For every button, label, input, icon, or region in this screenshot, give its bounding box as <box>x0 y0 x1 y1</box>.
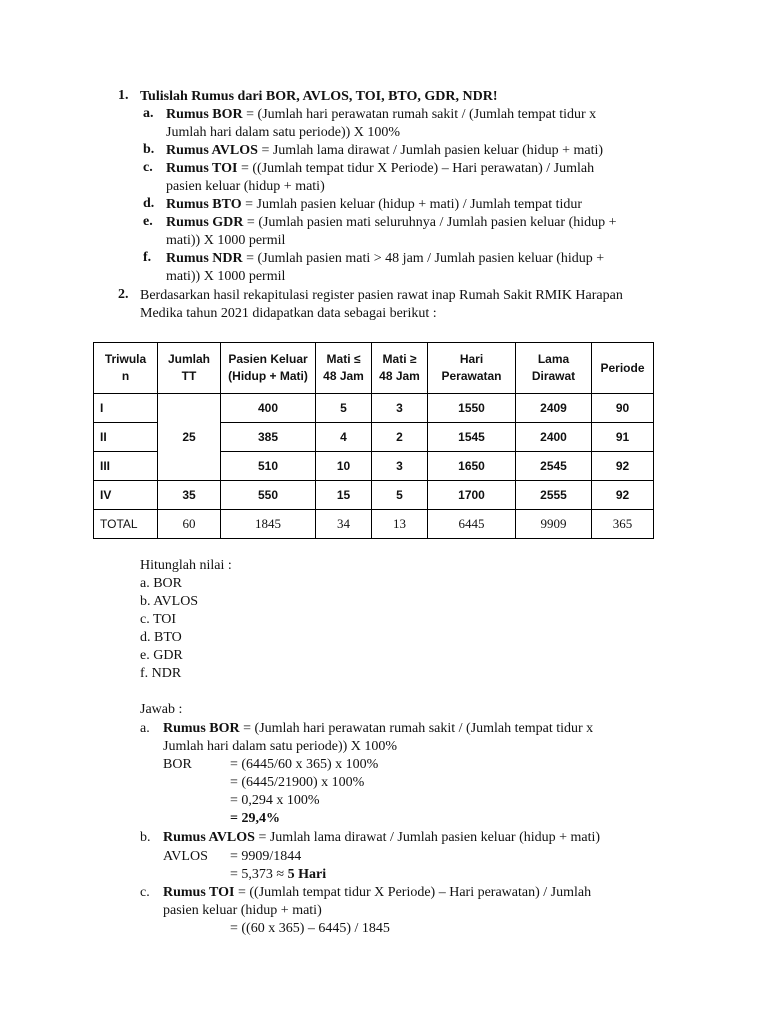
jawab-bor-result: = 29,4% <box>230 811 280 826</box>
cell-mati-le: 5 <box>316 394 372 423</box>
jawab-bor-formula <box>163 720 593 738</box>
col-header-periode: Periode <box>592 343 654 394</box>
formula-name: Rumus BTO <box>166 197 242 212</box>
cell-hari-perawatan: 6445 <box>428 510 516 539</box>
cell-periode: 90 <box>592 394 654 423</box>
formula-text: (Jumlah pasien mati > 48 jam / Jumlah pasien keluar (hidup + <box>257 251 605 266</box>
col-header-mati-ge-48: Mati ≥ 48 Jam <box>372 343 428 394</box>
hitung-item: f. NDR <box>140 666 182 681</box>
cell-hari-perawatan: 1700 <box>428 481 516 510</box>
equals-sign: = <box>239 721 255 736</box>
jawab-letter-a: a. <box>140 721 150 736</box>
equals-sign: = <box>243 215 259 230</box>
cell-mati-ge: 2 <box>372 423 428 452</box>
cell-triwulan: III <box>94 452 158 481</box>
q1-item-ndr <box>166 250 604 268</box>
cell-lama-dirawat: 2545 <box>516 452 592 481</box>
jawab-avlos-label: AVLOS <box>163 849 208 864</box>
result-prefix: = 5,373 ≈ <box>230 867 288 882</box>
q1-item-avlos <box>166 142 603 160</box>
table-total-row <box>94 510 654 539</box>
cell-jumlah-tt: 25 <box>158 394 221 481</box>
jawab-bor-step: = (6445/60 x 365) x 100% <box>230 757 379 772</box>
cell-triwulan: IV <box>94 481 158 510</box>
q1-item-bor-cont: Jumlah hari dalam satu periode)) X 100% <box>166 125 401 140</box>
cell-hari-perawatan: 1550 <box>428 394 516 423</box>
q1-item-gdr <box>166 214 617 232</box>
jawab-bor-step: = 0,294 x 100% <box>230 793 320 808</box>
table-row <box>94 481 654 510</box>
cell-lama-dirawat: 2555 <box>516 481 592 510</box>
q1-letter-e: e. <box>143 214 153 229</box>
cell-triwulan: I <box>94 394 158 423</box>
formula-text: Jumlah pasien keluar (hidup + mati) / Jumlah tempat tidur <box>256 197 583 212</box>
cell-mati-ge: 5 <box>372 481 428 510</box>
hitung-item: c. TOI <box>140 612 177 627</box>
table-header-row <box>94 343 654 394</box>
equals-sign: = <box>254 830 270 845</box>
q1-item-ndr-cont: mati)) X 1000 permil <box>166 269 286 284</box>
cell-hari-perawatan: 1545 <box>428 423 516 452</box>
hitung-title: Hitunglah nilai : <box>140 558 232 573</box>
jawab-letter-b: b. <box>140 830 151 845</box>
formula-name: Rumus BOR <box>166 107 243 122</box>
data-table <box>93 342 654 539</box>
cell-periode: 92 <box>592 452 654 481</box>
q2-text-cont: Medika tahun 2021 didapatkan data sebagai berikut : <box>140 306 437 321</box>
col-header-pasien-keluar: Pasien Keluar (Hidup + Mati) <box>221 343 316 394</box>
cell-mati-ge: 3 <box>372 452 428 481</box>
formula-name: Rumus AVLOS <box>166 143 258 158</box>
q1-letter-b: b. <box>143 142 155 157</box>
equals-sign: = <box>257 143 273 158</box>
q2-number: 2. <box>118 287 129 302</box>
q1-letter-f: f. <box>143 250 152 265</box>
hitung-item: a. BOR <box>140 576 182 591</box>
cell-lama-dirawat: 2409 <box>516 394 592 423</box>
q1-letter-d: d. <box>143 196 155 211</box>
cell-lama-dirawat: 9909 <box>516 510 592 539</box>
jawab-toi-step: = ((60 x 365) – 6445) / 1845 <box>230 921 390 936</box>
equals-sign: = <box>242 251 258 266</box>
formula-name: Rumus BOR <box>163 721 240 736</box>
cell-pasien-keluar: 550 <box>221 481 316 510</box>
formula-text: (Jumlah pasien mati seluruhnya / Jumlah pasien keluar (hidup + <box>258 215 617 230</box>
formula-name: Rumus GDR <box>166 215 244 230</box>
formula-text: (Jumlah hari perawatan rumah sakit / (Jumlah tempat tidur x <box>257 107 597 122</box>
formula-name: Rumus TOI <box>163 885 235 900</box>
equals-sign: = <box>242 107 258 122</box>
jawab-bor-step: = (6445/21900) x 100% <box>230 775 365 790</box>
col-header-hari-perawatan: Hari Perawatan <box>428 343 516 394</box>
hitung-item: e. GDR <box>140 648 183 663</box>
cell-periode: 92 <box>592 481 654 510</box>
equals-sign: = <box>234 885 250 900</box>
equals-sign: = <box>241 197 257 212</box>
jawab-letter-c: c. <box>140 885 150 900</box>
cell-pasien-keluar: 385 <box>221 423 316 452</box>
cell-hari-perawatan: 1650 <box>428 452 516 481</box>
formula-text: (Jumlah hari perawatan rumah sakit / (Jumlah tempat tidur x <box>254 721 594 736</box>
cell-triwulan: TOTAL <box>94 510 158 539</box>
jawab-avlos-formula <box>163 829 600 847</box>
hitung-item: d. BTO <box>140 630 182 645</box>
formula-name: Rumus TOI <box>166 161 238 176</box>
formula-text: ((Jumlah tempat tidur X Periode) – Hari perawatan) / Jumlah <box>249 885 592 900</box>
cell-jumlah-tt: 35 <box>158 481 221 510</box>
hitung-item: b. AVLOS <box>140 594 199 609</box>
result-value: 5 Hari <box>287 867 327 882</box>
cell-pasien-keluar: 510 <box>221 452 316 481</box>
col-header-lama-dirawat: Lama Dirawat <box>516 343 592 394</box>
formula-text: Jumlah lama dirawat / Jumlah pasien keluar (hidup + mati) <box>272 143 604 158</box>
col-header-mati-le-48: Mati ≤ 48 Jam <box>316 343 372 394</box>
cell-mati-ge: 3 <box>372 394 428 423</box>
cell-pasien-keluar: 400 <box>221 394 316 423</box>
q1-item-toi-cont: pasien keluar (hidup + mati) <box>166 179 325 194</box>
jawab-bor-formula-cont: Jumlah hari dalam satu periode)) X 100% <box>163 739 398 754</box>
cell-mati-le: 4 <box>316 423 372 452</box>
col-header-triwulan: Triwula n <box>94 343 158 394</box>
q1-title: Tulislah Rumus dari BOR, AVLOS, TOI, BTO, GDR, NDR! <box>140 89 498 104</box>
q1-item-toi <box>166 160 594 178</box>
q1-letter-c: c. <box>143 160 153 175</box>
cell-mati-le: 34 <box>316 510 372 539</box>
q1-item-bto <box>166 196 582 214</box>
jawab-toi-formula <box>163 884 591 902</box>
jawab-bor-label: BOR <box>163 757 192 772</box>
equals-sign: = <box>237 161 253 176</box>
cell-pasien-keluar: 1845 <box>221 510 316 539</box>
col-header-jumlah-tt: Jumlah TT <box>158 343 221 394</box>
cell-periode: 91 <box>592 423 654 452</box>
jawab-toi-formula-cont: pasien keluar (hidup + mati) <box>163 903 322 918</box>
q1-number: 1. <box>118 88 129 103</box>
cell-mati-ge: 13 <box>372 510 428 539</box>
q1-letter-a: a. <box>143 106 154 121</box>
cell-periode: 365 <box>592 510 654 539</box>
formula-text: ((Jumlah tempat tidur X Periode) – Hari perawatan) / Jumlah <box>252 161 595 176</box>
cell-triwulan: II <box>94 423 158 452</box>
table-row <box>94 394 654 423</box>
formula-name: Rumus NDR <box>166 251 243 266</box>
cell-jumlah-tt: 60 <box>158 510 221 539</box>
jawab-avlos-result <box>230 866 326 884</box>
q2-text: Berdasarkan hasil rekapitulasi register pasien rawat inap Rumah Sakit RMIK Harapan <box>140 288 623 303</box>
cell-mati-le: 15 <box>316 481 372 510</box>
formula-name: Rumus AVLOS <box>163 830 255 845</box>
jawab-title: Jawab : <box>140 702 183 717</box>
cell-lama-dirawat: 2400 <box>516 423 592 452</box>
q1-item-bor <box>166 106 596 124</box>
cell-mati-le: 10 <box>316 452 372 481</box>
q1-item-gdr-cont: mati)) X 1000 permil <box>166 233 286 248</box>
jawab-avlos-step: = 9909/1844 <box>230 849 302 864</box>
formula-text: Jumlah lama dirawat / Jumlah pasien keluar (hidup + mati) <box>269 830 601 845</box>
